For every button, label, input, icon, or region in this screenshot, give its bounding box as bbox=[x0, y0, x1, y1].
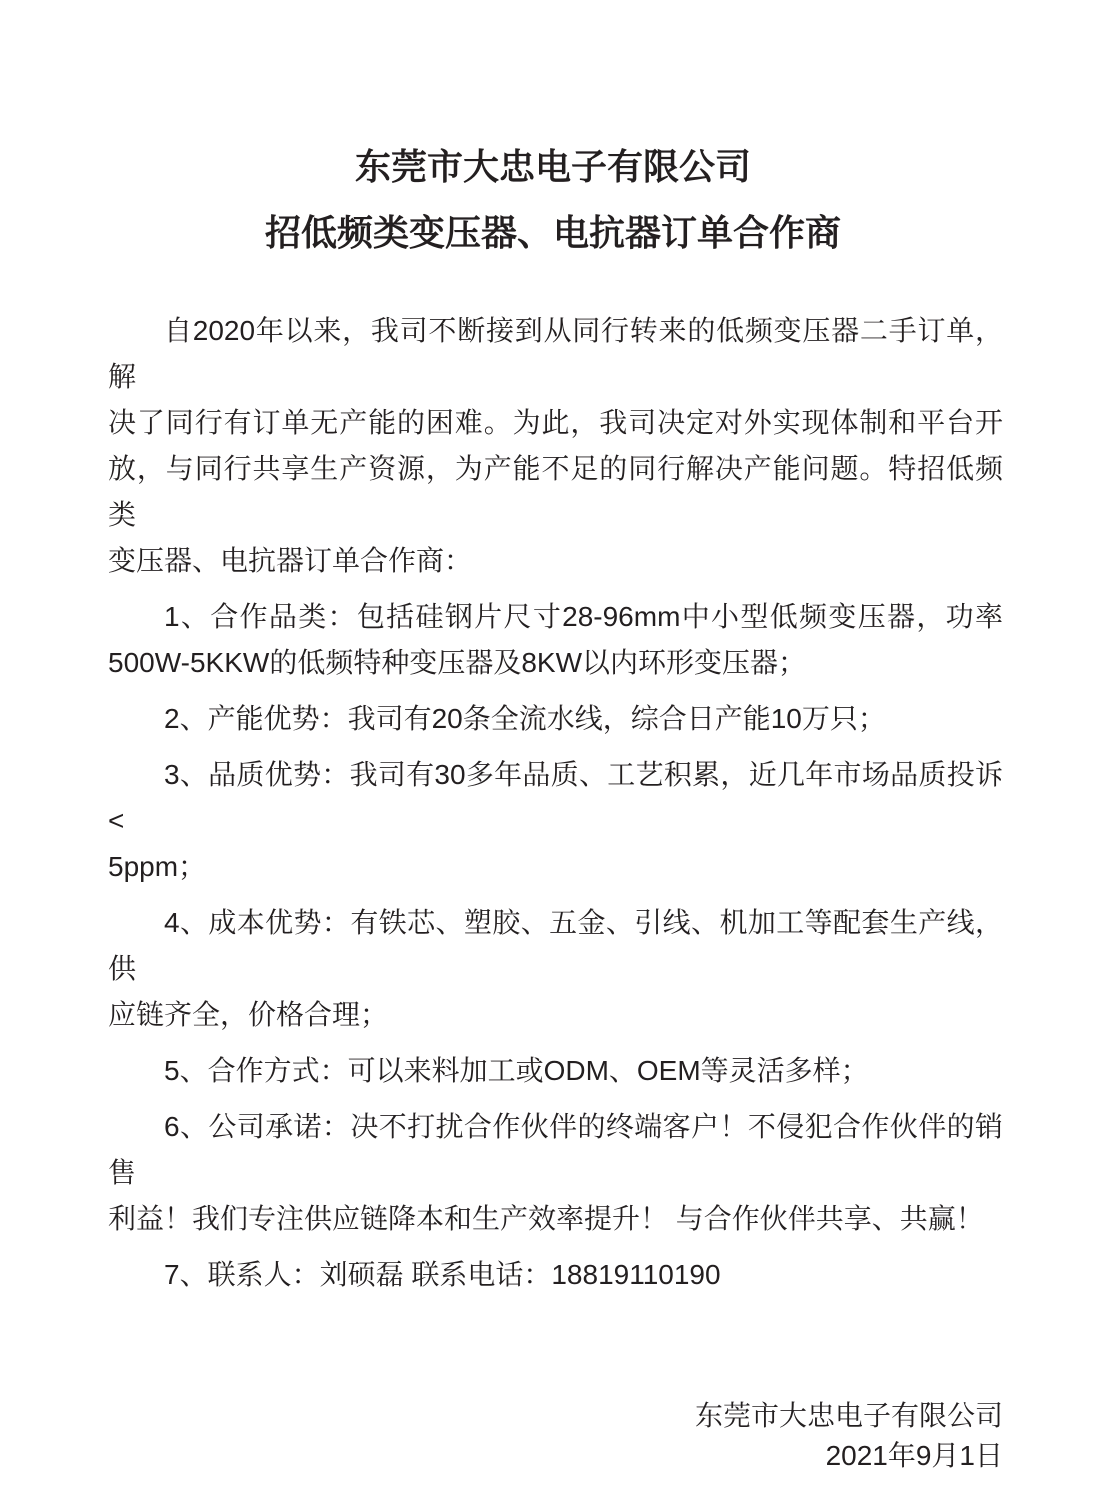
paragraph bbox=[108, 1048, 1003, 1094]
text-line: 利益！我们专注供应链降本和生产效率提升！ 与合作伙伴共享、共赢！ bbox=[108, 1203, 984, 1234]
document-header bbox=[0, 0, 1106, 266]
paragraph bbox=[108, 696, 1003, 742]
paragraph bbox=[108, 1252, 1003, 1298]
paragraph bbox=[108, 900, 1003, 1038]
document-subtitle: 招低频类变压器、电抗器订单合作商 bbox=[264, 212, 841, 253]
text-line: 6、公司承诺：决不打扰合作伙伴的终端客户！不侵犯合作伙伴的销售 bbox=[108, 1111, 1003, 1188]
text-line: 自2020年以来，我司不断接到从同行转来的低频变压器二手订单，解 bbox=[108, 315, 1003, 392]
text-line: 2、产能优势：我司有20条全流水线，综合日产能10万只； bbox=[164, 703, 886, 734]
text-line: 决了同行有订单无产能的困难。为此，我司决定对外实现体制和平台开 bbox=[108, 407, 1003, 438]
text-line: 500W-5KKW的低频特种变压器及8KW以内环形变压器； bbox=[108, 647, 806, 678]
text-line: 1、合作品类：包括硅钢片尺寸28-96mm中小型低频变压器，功率 bbox=[164, 601, 1003, 632]
document-title: 东莞市大忠电子有限公司 bbox=[354, 146, 751, 187]
signature-company: 东莞市大忠电子有限公司 bbox=[694, 1400, 1003, 1431]
text-line: 5、合作方式：可以来料加工或ODM、OEM等灵活多样； bbox=[164, 1055, 869, 1086]
paragraph bbox=[108, 1104, 1003, 1242]
text-line: 应链齐全，价格合理； bbox=[108, 999, 389, 1030]
paragraph bbox=[108, 752, 1003, 890]
signature-block bbox=[0, 1396, 1003, 1476]
document-body bbox=[108, 308, 1003, 1298]
text-line: 变压器、电抗器订单合作商： bbox=[108, 545, 473, 576]
text-line: 4、成本优势：有铁芯、塑胶、五金、引线、机加工等配套生产线，供 bbox=[108, 907, 1003, 984]
paragraph bbox=[108, 594, 1003, 686]
text-line: 放，与同行共享生产资源，为产能不足的同行解决产能问题。特招低频类 bbox=[108, 453, 1003, 530]
text-line: 7、联系人：刘硕磊 联系电话：18819110190 bbox=[164, 1259, 721, 1290]
text-line: 3、品质优势：我司有30多年品质、工艺积累，近几年市场品质投诉< bbox=[108, 759, 1003, 836]
signature-date: 2021年9月1日 bbox=[825, 1440, 1003, 1471]
paragraph bbox=[108, 308, 1003, 584]
text-line: 5ppm； bbox=[108, 851, 207, 882]
